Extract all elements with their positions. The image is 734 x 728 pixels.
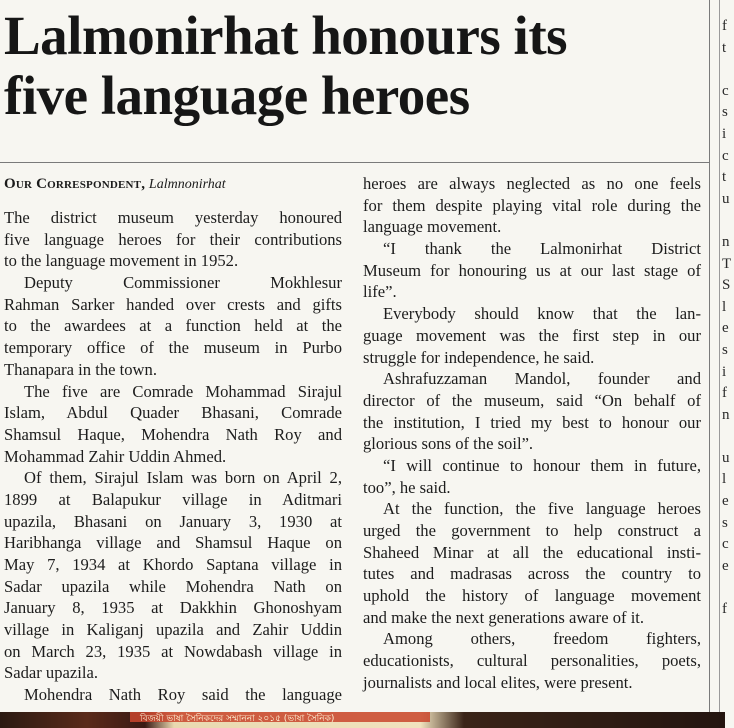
edge-letter — [722, 426, 734, 448]
article-line: Mohendra Nath Roy said the language — [24, 685, 342, 705]
edge-letter: s — [722, 341, 728, 358]
edge-letter: n — [722, 233, 730, 250]
article-line: five language heroes for their contributions — [4, 229, 342, 249]
edge-letter: S — [722, 277, 731, 294]
article-line: “I thank the Lalmonirhat District — [383, 239, 701, 259]
article-line: for them despite playing vital role during the — [363, 195, 701, 215]
headline-line-2: five language heroes — [4, 65, 470, 126]
article-line: Deputy Commissioner Mokhlesur — [24, 273, 342, 293]
article-line: guage movement was the first step in our — [363, 325, 701, 345]
adjacent-column-divider — [719, 0, 720, 712]
headline — [4, 6, 704, 126]
article-line: Ashrafuzzaman Mandol, founder and — [383, 369, 701, 389]
article-line: Shamsul Haque, Mohendra Nath Roy and — [4, 424, 342, 444]
edge-letter: u — [722, 449, 730, 466]
article-line: The five are Comrade Mohammad Sirajul — [24, 381, 342, 401]
article-line: journalists and local elites, were present. — [363, 672, 633, 692]
edge-letter — [722, 210, 734, 232]
edge-letter: n — [722, 406, 730, 423]
article-line: upazila, Bhasani on January 3, 1930 at — [4, 511, 342, 531]
article-line: Islam, Abdul Quader Bhasani, Comrade — [4, 403, 342, 423]
article-line: The district museum yesterday honoured — [4, 208, 342, 227]
article-line: Museum for honouring us at our last stage of — [363, 260, 701, 280]
article-line: to the awardees at a function held at the — [4, 316, 342, 336]
byline-place: Lalmnonirhat — [148, 177, 226, 192]
article-line: At the function, the five language heroes — [383, 499, 701, 519]
edge-letter: s — [722, 514, 728, 531]
article-line: temporary office of the museum in Purbo — [4, 338, 342, 358]
article-line: life”. — [363, 282, 397, 302]
edge-letter: e — [722, 320, 729, 337]
article-line: language movement. — [363, 217, 502, 237]
edge-letter: f — [722, 601, 727, 618]
edge-letter: l — [722, 298, 727, 315]
headline-line-1: Lalmonirhat honours its — [4, 5, 568, 66]
article-line: and make the next generations aware of it. — [363, 607, 645, 627]
article-line: uphold the history of language movement — [363, 586, 701, 606]
article-line: Shaheed Minar at all the educational insti- — [363, 542, 701, 562]
edge-letter: l — [722, 471, 727, 488]
article-line: Haribhanga village and Shamsul Haque on — [4, 533, 342, 553]
article-line: heroes are always neglected as no one feels — [363, 174, 701, 193]
edge-letter: f — [722, 18, 727, 34]
edge-letter — [722, 577, 734, 599]
edge-letter — [722, 59, 734, 81]
edge-letter: t — [722, 169, 727, 186]
edge-letter: f — [722, 385, 727, 402]
article-line: too”, he said. — [363, 477, 451, 497]
column-divider — [709, 0, 710, 712]
adjacent-article-edge — [722, 16, 734, 621]
article-line: Mohammad Zahir Uddin Ahmed. — [4, 446, 227, 466]
edge-letter: i — [722, 363, 727, 380]
article-line: “I will continue to honour them in future, — [383, 455, 701, 475]
article-line: Rahman Sarker handed over crests and gifts — [4, 294, 342, 314]
article-line: village in Kaliganj upazila and Zahir Uddin — [4, 620, 342, 640]
edge-letter: c — [722, 147, 729, 164]
article-line: urged the government to help construct a — [363, 521, 701, 540]
byline — [4, 174, 342, 195]
article-line: struggle for independence, he said. — [363, 347, 595, 367]
edge-letter: c — [722, 82, 729, 99]
article-line: Of them, Sirajul Islam was born on April 2, — [24, 468, 342, 488]
article-column-2 — [363, 173, 701, 694]
article-line: Sadar upazila while Mohendra Nath on — [4, 576, 342, 596]
edge-letter: i — [722, 125, 727, 142]
edge-letter: t — [722, 39, 727, 56]
article-line: May 7, 1934 at Khordo Saptana village in — [4, 555, 342, 574]
article-line: 1899 at Balapukur village in Aditmari — [4, 489, 342, 509]
edge-letter: u — [722, 190, 730, 207]
byline-name: Our Correspondent, — [4, 176, 146, 192]
article-column-1 — [4, 207, 342, 706]
article-line: to the language movement in 1952. — [4, 251, 239, 271]
article-line: the institution, I tried my best to honour our — [363, 412, 701, 432]
edge-letter: e — [722, 557, 729, 574]
edge-letter: T — [722, 255, 732, 272]
edge-letter: s — [722, 104, 728, 121]
article-line: on March 23, 1935 at Nowdabash village in — [4, 641, 342, 661]
edge-letter: e — [722, 493, 729, 510]
article-line: January 8, 1935 at Dakkhin Ghonoshyam — [4, 598, 342, 618]
headline-divider — [0, 162, 709, 163]
article-line: tutes and madrasas across the country to — [363, 564, 701, 584]
article-line: educationists, cultural personalities, poets, — [363, 651, 701, 671]
edge-letter: c — [722, 536, 729, 553]
article-line: director of the museum, said “On behalf of — [363, 390, 701, 410]
article-line: Among others, freedom fighters, — [383, 629, 701, 649]
article-line: Sadar upazila. — [4, 663, 98, 683]
photo-banner-text: বিজয়ী ভাষা সৈনিকদের সম্মাননা ২০১৫ (ভাষা সৈনিক) — [140, 714, 335, 724]
article-line: Thanapara in the town. — [4, 359, 157, 379]
article-line: glorious sons of the soil”. — [363, 434, 534, 454]
article-line: Everybody should know that the lan- — [383, 304, 701, 324]
